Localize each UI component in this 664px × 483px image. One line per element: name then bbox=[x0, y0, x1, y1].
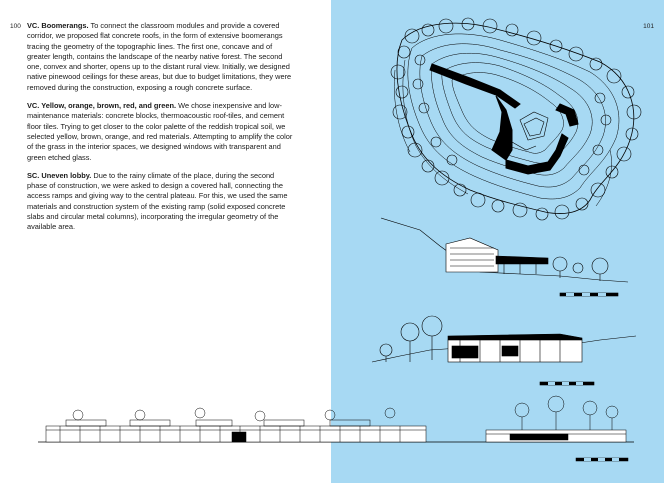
page-number-right: 101 bbox=[643, 23, 654, 30]
section-heading: VC. Yellow, orange, brown, red, and green. bbox=[27, 101, 177, 111]
section-heading: SC. Uneven lobby. bbox=[27, 170, 92, 180]
page-number-left: 100 bbox=[10, 23, 21, 30]
section-drawing-2 bbox=[372, 316, 636, 385]
site-plan-drawing bbox=[394, 23, 634, 213]
site-plan-trees bbox=[391, 18, 641, 220]
site-plan-lobby bbox=[512, 112, 548, 150]
section-body: Due to the rainy climate of the place, during the second phase of construction, we were asked to design a covered hall, connecting the access ramps and giving way to the central plateau. For this, we used the same materials and construction system of the existing ramp (solid exposed concrete slabs and circular metal columns), incorporating the irregular geometry of the available area. bbox=[27, 170, 288, 232]
section-body: We chose inexpensive and low-maintenance materials: concrete blocks, thermoacoustic roof-tiles, and cement floor tiles. Trying to get closer to the color palette of the reddish tropical soil, we selected yellow, brown, orange, and red materials. Attempting to amplify the color of the grass in the interior spaces, we designed windows with transparent and green etched glass. bbox=[27, 101, 293, 162]
section-body: To connect the classroom modules and provide a covered corridor, we proposed flat concrete roofs, in the form of extensive boomerangs tracing the geometry of the topographic lines. The first one, concave and of greater length, contains the landscape of the nearby native forest. The second one, convex and shorter, opens up to the distant rural view. Initially, we designed native pinewood ceilings for these areas, but due to budget limitations, they were removed during the construction, exposing a rough concrete surface. bbox=[27, 21, 292, 92]
section-heading: VC. Boomerangs. bbox=[27, 21, 89, 30]
elevation-drawing bbox=[38, 396, 634, 461]
section-drawing-1 bbox=[381, 218, 628, 296]
